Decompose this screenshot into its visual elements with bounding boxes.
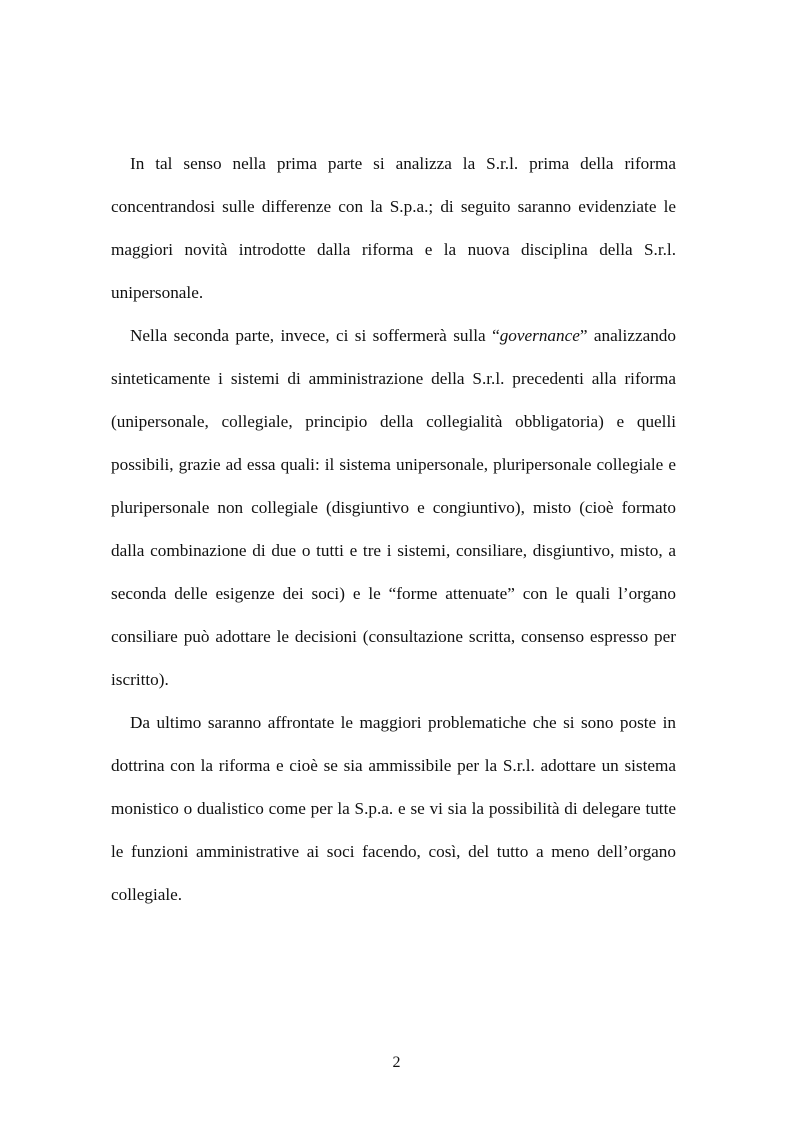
paragraph-governance-start: Nella seconda parte, invece, ci si soffermerà sulla “ [130, 326, 500, 345]
paragraph-governance-end: ” analizzando sinteticamente i sistemi di amministrazione della S.r.l. precedenti alla riforma (unipersonale, collegiale, principio della collegialità obbligatoria) e quelli possibili, grazie ad essa quali: il sistema unipersonale, pluripersonale collegiale e pluripersonale non collegiale (disgiuntivo e congiuntivo), misto (cioè formato dalla combinazione di due o tutti e tre i sistemi, consiliare, disgiuntivo, misto, a seconda delle esigenze dei soci) e le “forme attenuate” con le quali l’organo consiliare può adottare le decisioni (consultazione scritta, consenso espresso per iscritto). [111, 326, 676, 689]
paragraph-governance [111, 314, 676, 701]
paragraph-intro: In tal senso nella prima parte si analizza la S.r.l. prima della riforma concentrandosi sulle differenze con la S.p.a.; di seguito saranno evidenziate le maggiori novità introdotte dalla riforma e la nuova disciplina della S.r.l. unipersonale. [111, 154, 676, 302]
body-text [111, 142, 676, 916]
governance-term: governance [499, 326, 580, 345]
page-number: 2 [392, 1054, 401, 1071]
paragraph-conclusion: Da ultimo saranno affrontate le maggiori problematiche che si sono poste in dottrina con la riforma e cioè se sia ammissibile per la S.r.l. adottare un sistema monistico o dualistico come per la S.p.a. e se vi sia la possibilità di delegare tutte le funzioni amministrative ai soci facendo, così, del tutto a meno dell’organo collegiale. [111, 713, 676, 904]
